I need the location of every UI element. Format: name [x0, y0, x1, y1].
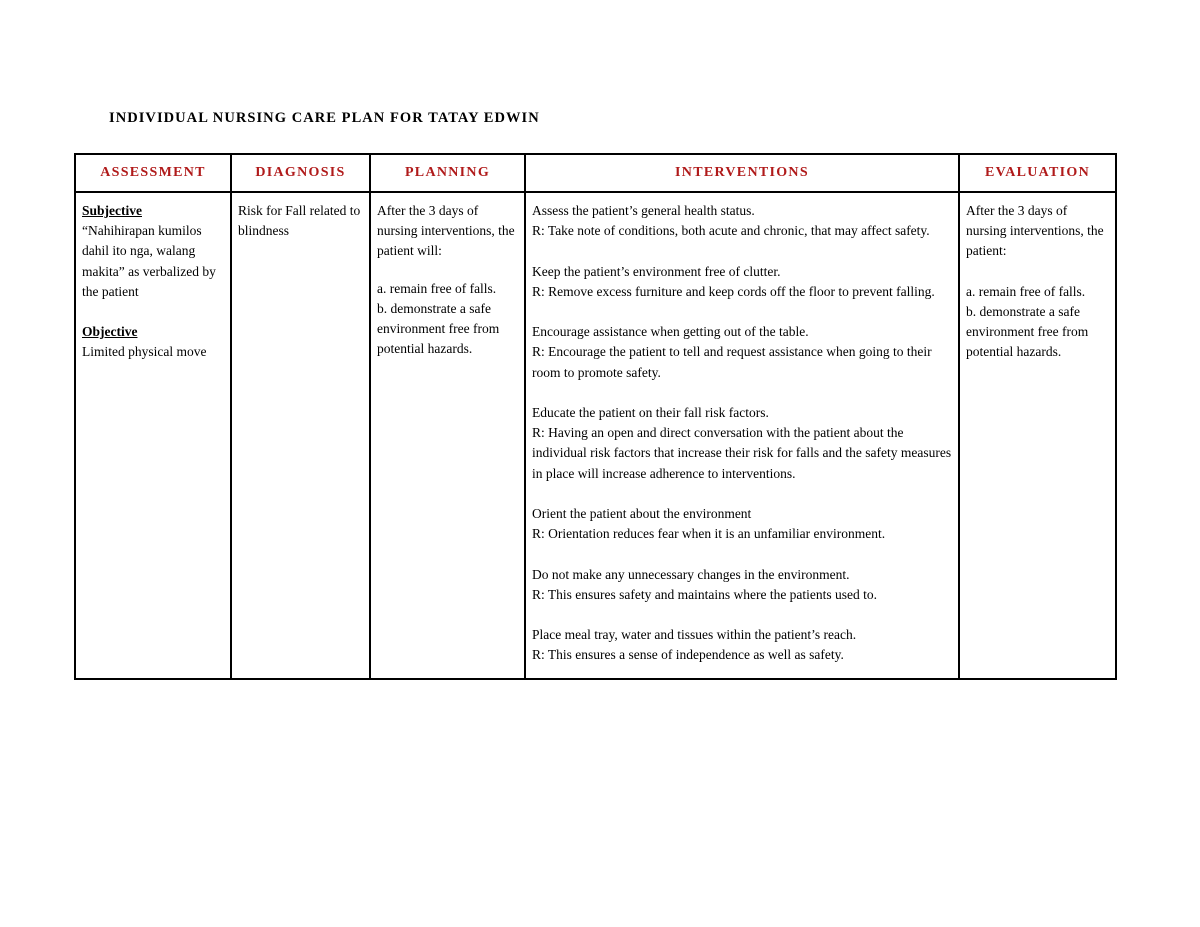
page-title: INDIVIDUAL NURSING CARE PLAN FOR TATAY EDWIN [109, 110, 540, 126]
subjective-text: “Nahihirapan kumilos dahil ito nga, walang makita” as verbalized by the patient [82, 223, 216, 299]
header-row [75, 154, 1116, 192]
intervention-action: Keep the patient’s environment free of clutter. [532, 263, 781, 279]
planning-goal-b: b. demonstrate a safe environment free from potential hazards. [377, 300, 500, 357]
intervention-rationale: R: This ensures safety and maintains where the patients used to. [532, 586, 878, 602]
diagnosis-text: Risk for Fall related to blindness [238, 203, 361, 239]
intervention-action: Place meal tray, water and tissues within the patient’s reach. [532, 627, 857, 643]
intervention-action: Educate the patient on their fall risk factors. [532, 404, 769, 420]
intervention-rationale: R: Remove excess furniture and keep cords off the floor to prevent falling. [532, 283, 935, 299]
evaluation-cell [959, 192, 1116, 679]
care-plan-table [74, 153, 1117, 680]
header-planning: PLANNING [370, 154, 525, 192]
objective-text: Limited physical move [82, 344, 207, 360]
subjective-label: Subjective [82, 203, 142, 218]
header-evaluation: EVALUATION [959, 154, 1116, 192]
intervention-action: Encourage assistance when getting out of the table. [532, 324, 809, 340]
assessment-cell [75, 192, 231, 679]
objective-label: Objective [82, 324, 138, 340]
evaluation-intro: After the 3 days of nursing interventions, the patient: [966, 203, 1104, 259]
intervention-rationale: R: Having an open and direct conversation with the patient about the individual risk factors that increase their risk for falls and the safety measures in place will increase adherence to interventions. [532, 425, 952, 481]
planning-goal-a: a. remain free of falls. [377, 280, 497, 296]
diagnosis-cell [231, 192, 370, 679]
intervention-rationale: R: Orientation reduces fear when it is an unfamiliar environment. [532, 526, 886, 542]
header-assessment: ASSESSMENT [75, 154, 231, 192]
intervention-action: Orient the patient about the environment [532, 505, 752, 521]
evaluation-result-a: a. remain free of falls. [966, 283, 1086, 299]
evaluation-result-b: b. demonstrate a safe environment free from potential hazards. [966, 304, 1089, 360]
header-interventions: INTERVENTIONS [525, 154, 959, 192]
planning-intro: After the 3 days of nursing interventions, the patient will: [377, 203, 515, 259]
intervention-rationale: R: This ensures a sense of independence as well as safety. [532, 647, 844, 663]
intervention-action: Assess the patient’s general health status. [532, 203, 755, 218]
table-row [75, 192, 1116, 679]
intervention-rationale: R: Encourage the patient to tell and request assistance when going to their room to promote safety. [532, 344, 932, 380]
planning-cell [370, 192, 525, 679]
intervention-action: Do not make any unnecessary changes in the environment. [532, 566, 850, 582]
interventions-cell [525, 192, 959, 679]
header-diagnosis: DIAGNOSIS [231, 154, 370, 192]
intervention-rationale: R: Take note of conditions, both acute and chronic, that may affect safety. [532, 223, 930, 239]
